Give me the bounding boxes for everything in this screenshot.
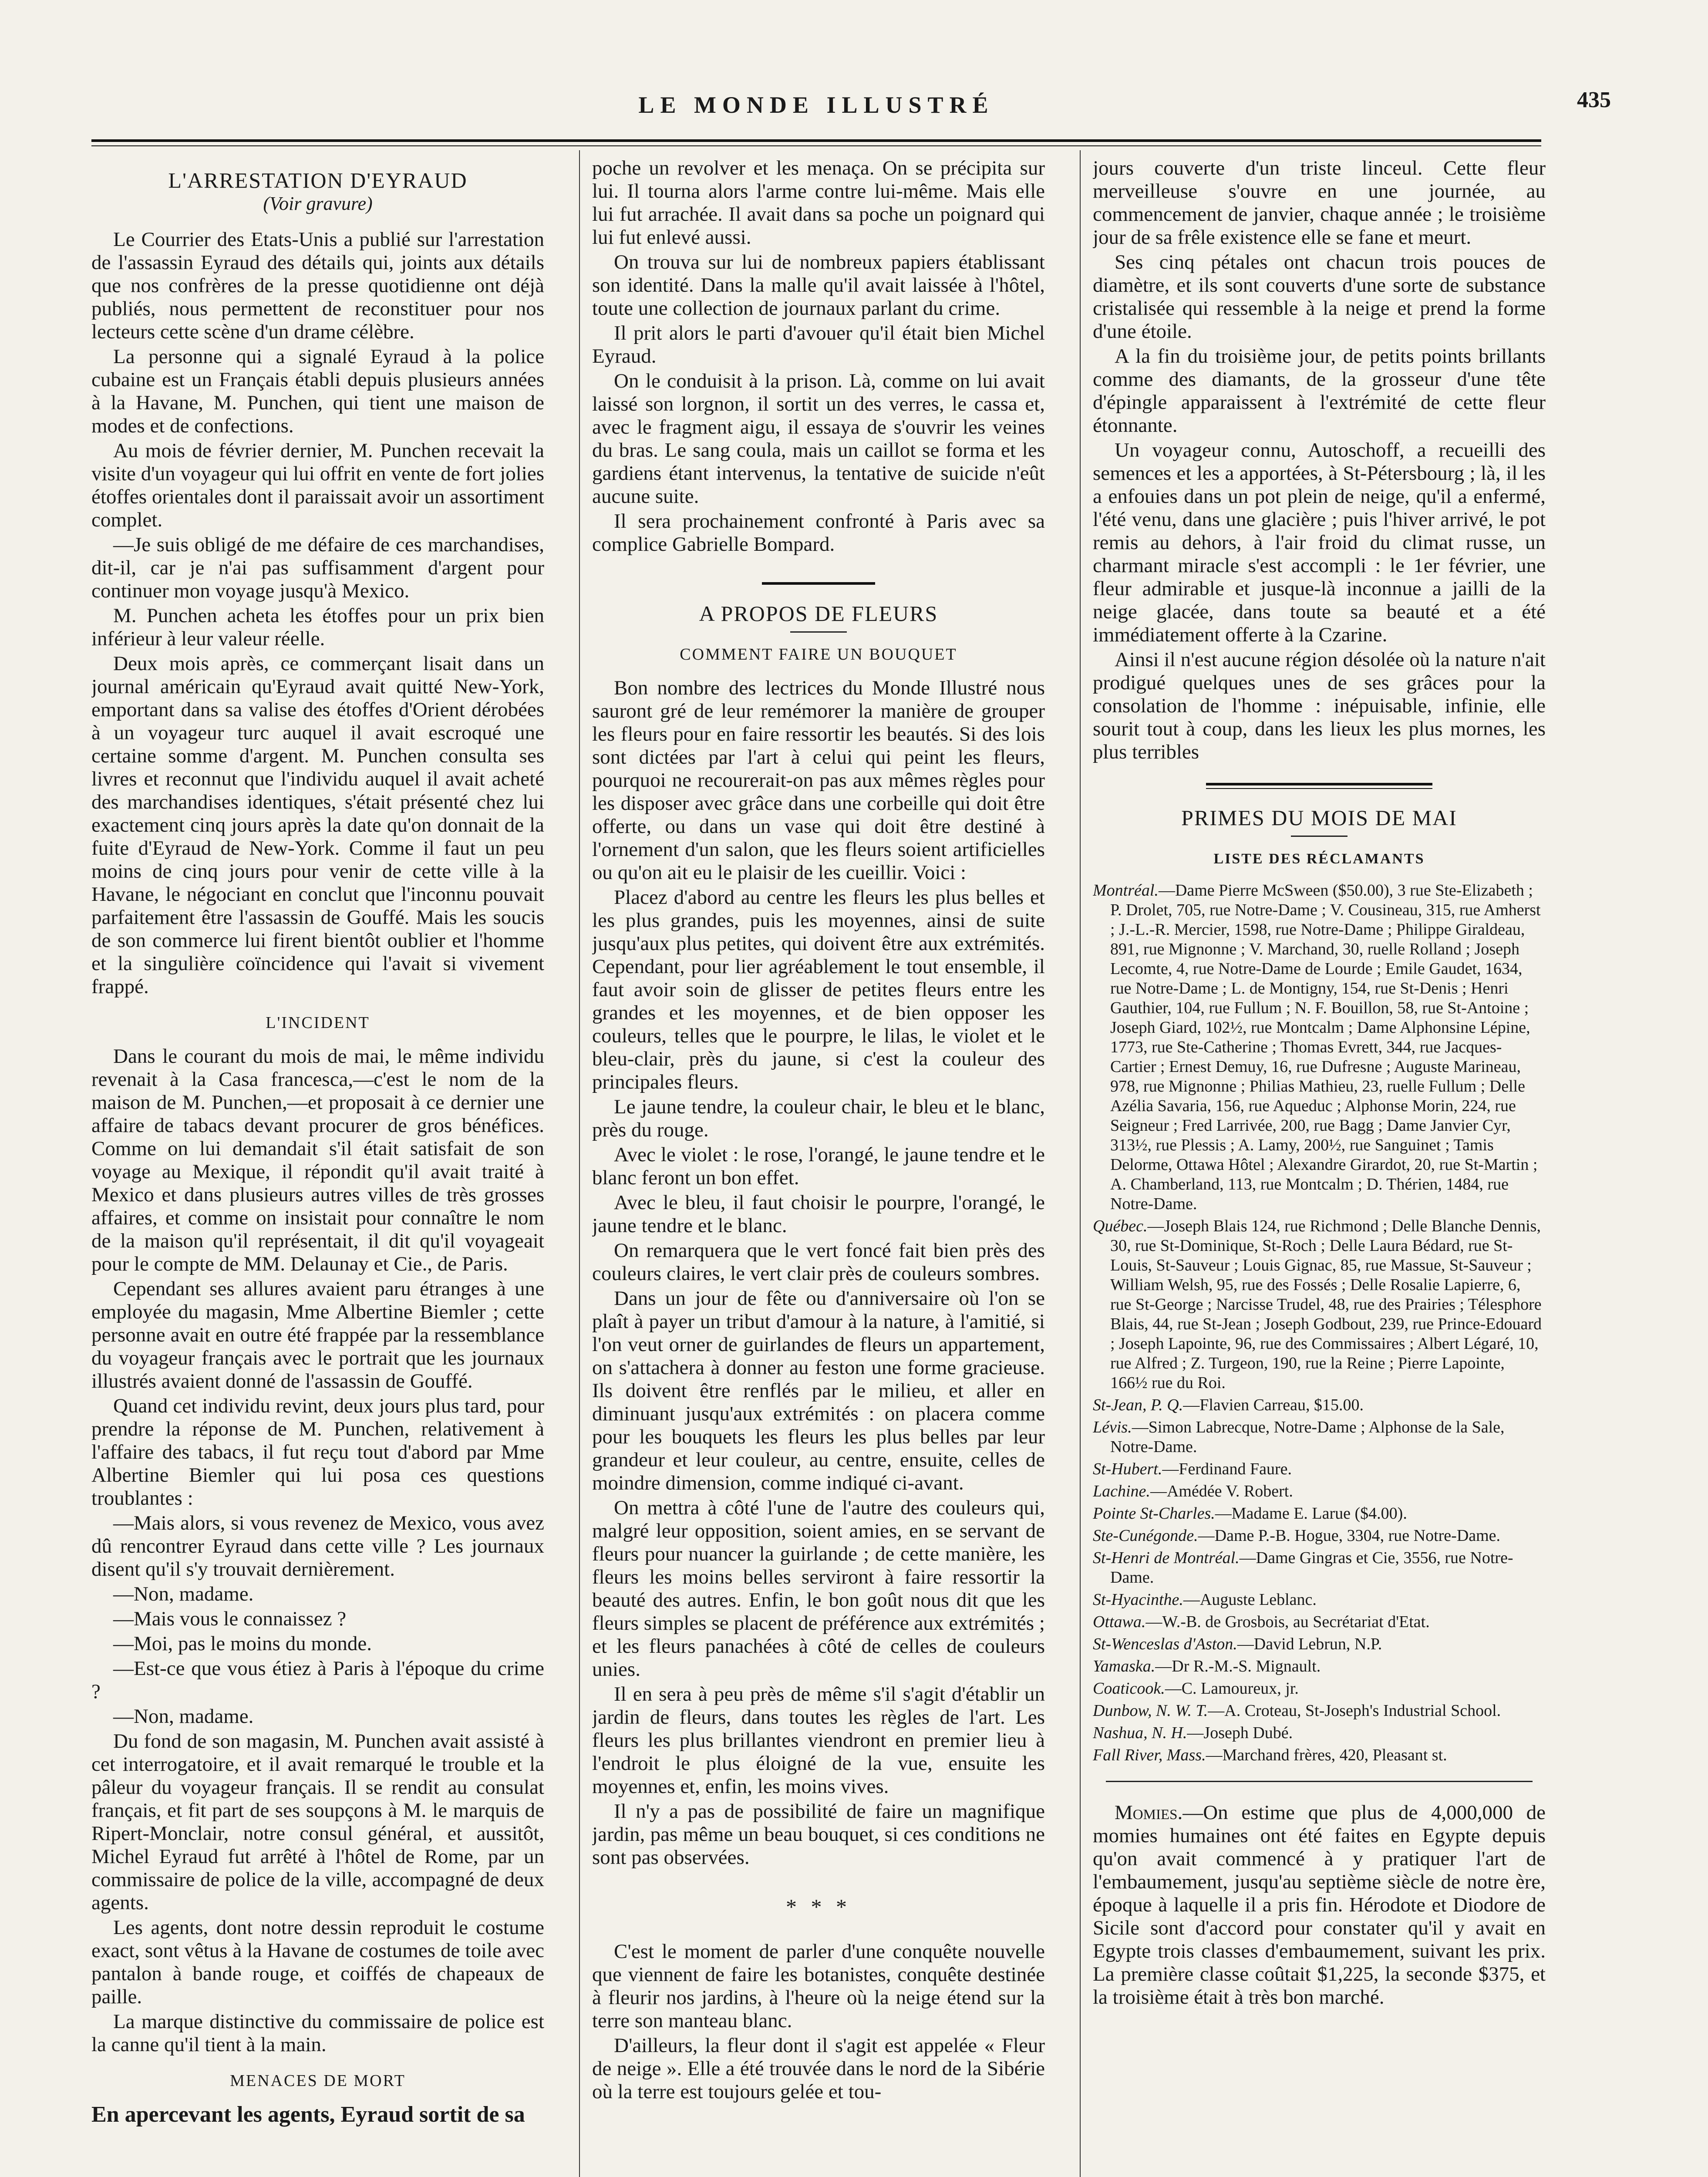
claimant-text: —Joseph Blais 124, rue Richmond ; Delle Blanche Dennis, 30, rue St-Dominique, St-Roch ; Delle Laura Bédard, rue St-Louis, St-Sauveur ; Louis Gignac, 85, rue Massue, St-Sauveur ; William Welsh, 95, rue des Fossés ; Delle Rosalie Lapierre, 6, rue St-George ; Narcisse Trudel, 48, rue des Prairies ; Télesphore Blais, 44, rue St-Jean ; Joseph Godbout, 239, rue Prince-Edouard ; Joseph Lapointe, 96, rue des Commissaires ; Albert Légaré, 10, rue Alfred ; Z. Turgeon, 190, rue la Reine ; Pierre Lapointe, 166½ rue du Roi. xyxy=(1110,1217,1542,1392)
paragraph: —Est-ce que vous étiez à Paris à l'époque du crime ? xyxy=(91,1657,544,1703)
claimant-text: —Dr R.-M.-S. Mignault. xyxy=(1155,1657,1321,1675)
claimant-text: —A. Croteau, St-Joseph's Industrial School. xyxy=(1208,1702,1501,1720)
paragraph: —Mais alors, si vous revenez de Mexico, vous avez dû rencontrer Eyraud dans cette ville ? Les journaux disent qu'il s'y trouvait dernièrement. xyxy=(91,1512,544,1581)
header-rule-thin xyxy=(91,145,1541,146)
paragraph: M. Punchen acheta les étoffes pour un prix bien inférieur à leur valeur réelle. xyxy=(91,604,544,650)
paragraph: Avec le bleu, il faut choisir le pourpre, l'orangé, le jaune tendre et le blanc. xyxy=(592,1191,1045,1237)
paragraph: Un voyageur connu, Autoschoff, a recueilli des semences et les a apportées, à St-Pétersbourg ; là, il les a enfouies dans un pot plein de neige, qu'il a enfermé, l'été venu, dans une glacière ; puis l'hiver arrivé, le pot remis au dehors, à l'air froid du climat russe, un charmant miracle s'est accompli : le 1er février, une fleur admirable et jusque-là inconnue a jailli de la neige glacée, dans toute sa beauté et a été immédiatement offerte à la Czarine. xyxy=(1093,439,1546,646)
place-name: Montréal. xyxy=(1093,881,1159,900)
place-name: Coaticook. xyxy=(1093,1679,1165,1698)
place-name: Yamaska. xyxy=(1093,1657,1156,1675)
paragraph: Avec le violet : le rose, l'orangé, le jaune tendre et le blanc feront un bon effet. xyxy=(592,1143,1045,1189)
list-item xyxy=(1093,1548,1546,1587)
paragraph: La marque distinctive du commissaire de police est la canne qu'il tient à la main. xyxy=(91,2010,544,2056)
place-name: Nashua, N. H. xyxy=(1093,1724,1187,1742)
list-item xyxy=(1093,1526,1546,1546)
claimant-text: —Dame Gingras et Cie, 3556, rue Notre-Dame. xyxy=(1110,1549,1513,1587)
section-heading-menaces: MENACES DE MORT xyxy=(230,2072,406,2090)
place-name: St-Hyacinthe. xyxy=(1093,1591,1183,1609)
claimant-text: —Marchand frères, 420, Pleasant st. xyxy=(1206,1746,1447,1764)
article-subtitle: (Voir gravure) xyxy=(263,193,373,214)
paragraph: Placez d'abord au centre les fleurs les plus belles et les plus grandes, puis les moyennes, ainsi de suite jusqu'aux plus petites, qui doivent être aux extrémités. Cependant, pour lier agréablement le tout ensemble, il faut avoir soin de glisser de petites fleurs entre les grandes et les moyennes, et de bien opposer les couleurs, telles que le pourpre, le lilas, le violet et le bleu-clair, près du jaune, si c'est la couleur des principales fleurs. xyxy=(592,886,1045,1093)
list-item xyxy=(1093,1634,1546,1654)
paragraph: Il prit alors le parti d'avouer qu'il était bien Michel Eyraud. xyxy=(592,322,1045,367)
paragraph: On mettra à côté l'une de l'autre des couleurs qui, malgré leur opposition, soient amies, en se servant de fleurs pour nuancer la guirlande ; de cette manière, les fleurs les moins belles serviront à faire ressortir la beauté des autres. Enfin, le bon goût nous dit que les fleurs simples se placent de préférence aux extrémités ; et les fleurs panachées à côté de celles de couleurs unies. xyxy=(592,1496,1045,1681)
paragraph-momies xyxy=(1093,1801,1546,2009)
section-heading-incident: L'INCIDENT xyxy=(266,1014,370,1032)
page-number: 435 xyxy=(1577,88,1611,112)
paragraph: Bon nombre des lectrices du Monde Illustré nous sauront gré de leur remémorer la manière de grouper les fleurs pour en faire ressortir les beautés. Si des lois sont dictées par l'art à celui qui peint les fleurs, pourquoi ne recourerait-on pas aux mêmes règles pour les disposer avec grâce dans une corbeille qui doit être offerte, ou dans un vase qui doit être destiné à l'ornement d'un salon, que les fleurs soient artificielles ou qu'on ait eu le plaisir de les cueillir. Voici : xyxy=(592,677,1045,884)
claimant-text: —Simon Labrecque, Notre-Dame ; Alphonse de la Sale, Notre-Dame. xyxy=(1110,1418,1505,1456)
list-item xyxy=(1093,1504,1546,1523)
list-item xyxy=(1093,1590,1546,1610)
place-name: St-Jean, P. Q. xyxy=(1093,1396,1183,1414)
paragraph: Cependant ses allures avaient paru étranges à une employée du magasin, Mme Albertine Biemler ; cette personne avait en outre été frappée par la ressemblance du voyageur français avec le portrait que les journaux illustrés avaient donné de l'assassin de Gouffé. xyxy=(91,1277,544,1392)
asterism: * * * xyxy=(786,1894,851,1919)
divider xyxy=(1206,783,1432,785)
claimant-text: —C. Lamoureux, jr. xyxy=(1165,1679,1299,1698)
paragraph: On le conduisit à la prison. Là, comme on lui avait laissé son lorgnon, il sortit un des verres, le cassa et, avec le fragment aigu, il essaya de s'ouvrir les veines du bras. Le sang coula, mais un caillot se forma et les gardiens étant intervenus, la tentative de suicide n'eût aucune suite. xyxy=(592,370,1045,508)
claimant-text: —Joseph Dubé. xyxy=(1187,1724,1293,1742)
paragraph: En apercevant les agents, Eyraud sortit de sa xyxy=(91,2102,525,2127)
paragraph: jours couverte d'un triste linceul. Cette fleur merveilleuse s'ouvre en une journée, au commencement de janvier, chaque année ; le troisième jour de sa frêle existence elle se fane et meurt. xyxy=(1093,157,1546,249)
list-item xyxy=(1093,1723,1546,1743)
place-name: Pointe St-Charles. xyxy=(1093,1504,1215,1523)
divider xyxy=(1106,1781,1533,1782)
claimant-text: —Dame P.-B. Hogue, 3304, rue Notre-Dame. xyxy=(1198,1527,1501,1545)
place-name: St-Henri de Montréal. xyxy=(1093,1549,1240,1567)
column-2 xyxy=(592,157,1045,2177)
column-3 xyxy=(1093,157,1546,2177)
claimant-text: —Amédée V. Robert. xyxy=(1150,1482,1293,1500)
claimant-text: —David Lebrun, N.P. xyxy=(1237,1635,1382,1653)
paragraph: Le jaune tendre, la couleur chair, le bleu et le blanc, près du rouge. xyxy=(592,1095,1045,1141)
paragraph: Le Courrier des Etats-Unis a publié sur l'arrestation de l'assassin Eyraud des détails qui, joints aux détails que nos confrères de la presse quotidienne ont déjà publiés, nous permettent de reconstituer pour nos lecteurs cette scène d'un drame célèbre. xyxy=(91,228,544,343)
paragraph: —Mais vous le connaissez ? xyxy=(113,1607,347,1630)
paragraph: Les agents, dont notre dessin reproduit le costume exact, sont vêtus à la Havane de costumes de toile avec pantalon à bande rouge, et coiffés de chapeaux de paille. xyxy=(91,1916,544,2008)
claimant-text: —Flavien Carreau, $15.00. xyxy=(1183,1396,1364,1414)
place-name: Fall River, Mass. xyxy=(1093,1746,1206,1764)
list-header: LISTE DES RÉCLAMANTS xyxy=(1213,851,1425,867)
place-name: Dunbow, N. W. T. xyxy=(1093,1702,1208,1720)
paragraph: D'ailleurs, la fleur dont il s'agit est appelée « Fleur de neige ». Elle a été trouvée dans le nord de la Sibérie où la terre est toujours gelée et tou- xyxy=(592,2034,1045,2103)
paragraph: On trouva sur lui de nombreux papiers établissant son identité. Dans la malle qu'il avait laissée à l'hôtel, toute une collection de journaux parlant du crime. xyxy=(592,251,1045,320)
paragraph: —Moi, pas le moins du monde. xyxy=(113,1632,372,1655)
divider xyxy=(1206,788,1432,789)
paragraph: Il sera prochainement confronté à Paris avec sa complice Gabrielle Bompard. xyxy=(592,510,1045,556)
list-item xyxy=(1093,1482,1546,1501)
paragraph: Ses cinq pétales ont chacun trois pouces de diamètre, et ils sont couverts d'une sorte de substance cristalisée qui ressemble à la neige et prend la forme d'une étoile. xyxy=(1093,251,1546,343)
divider xyxy=(762,582,875,585)
paragraph: Dans un jour de fête ou d'anniversaire où l'on se plaît à payer un tribut d'amour à la nature, à l'amitié, si l'on veut orner de guirlandes de fleurs un appartement, on s'attachera à donner au feston une forme gracieuse. Ils doivent être renflés par le milieu, et aller en diminuant jusqu'aux extrémités : on placera comme pour les bouquets les fleurs les plus belles par leur grandeur et leur couleur, au centre, ensuite, celles de moindre dimension, comme indiqué ci-avant. xyxy=(592,1287,1045,1494)
paragraph: A la fin du troisième jour, de petits points brillants comme des diamants, de la grosseur d'une tête d'épingle apparaissent à l'extrémité de cette fleur étonnante. xyxy=(1093,345,1546,437)
list-item xyxy=(1093,1395,1546,1415)
paragraph: Au mois de février dernier, M. Punchen recevait la visite d'un voyageur qui lui offrit en vente de fort jolies étoffes orientales dont il paraissait avoir un assortiment complet. xyxy=(91,439,544,531)
place-name: Lévis. xyxy=(1093,1418,1132,1436)
claimant-text: —Madame E. Larue ($4.00). xyxy=(1215,1504,1407,1523)
claimants-list xyxy=(1093,881,1546,1765)
place-name: Québec. xyxy=(1093,1217,1148,1235)
list-item xyxy=(1093,1657,1546,1676)
column-divider xyxy=(1080,150,1081,2177)
paragraph: Ainsi il n'est aucune région désolée où la nature n'ait prodigué quelques unes de ses grâces pour la consolation de l'homme : inépuisable, infinie, elle sourit tout à coup, dans les lieux les plus mornes, les plus terribles xyxy=(1093,648,1546,763)
paragraph: Il en sera à peu près de même s'il s'agit d'établir un jardin de fleurs, dans toutes les règles de l'art. Les fleurs les plus brillantes viendront en premier lieu à l'endroit le plus éloigné de la vue, ensuite les moyennes et, enfin, les moins vives. xyxy=(592,1683,1045,1798)
place-name: St-Hubert. xyxy=(1093,1460,1162,1478)
list-item xyxy=(1093,1459,1546,1479)
paragraph: On remarquera que le vert foncé fait bien près des couleurs claires, le vert clair près de couleurs sombres. xyxy=(592,1239,1045,1285)
header-rule xyxy=(91,139,1541,142)
momies-text: —On estime que plus de 4,000,000 de momies humaines ont été faites en Egypte depuis qu'on avait commencé à y pratiquer l'art de l'embaumement, jusqu'au septième siècle de notre ère, époque à laquelle il a pris fin. Hérodote et Diodore de Sicile sont d'accord pour constater qu'il y avait en Egypte trois classes d'embaumement, suivant les prix. La première classe coûtait $1,225, la seconde $375, et la troisième était à très bon marché. xyxy=(1093,1801,1546,2009)
article-subtitle-bouquet: COMMENT FAIRE UN BOUQUET xyxy=(680,645,957,664)
place-name: Ottawa. xyxy=(1093,1613,1146,1631)
claimant-text: —Dame Pierre McSween ($50.00), 3 rue Ste-Elizabeth ; P. Drolet, 705, rue Notre-Dame ; V. Cousineau, 315, rue Amherst ; J.-L.-R. Mercier, 1598, rue Notre-Dame ; Philippe Giraldeau, 891, rue Mignonne ; V. Marchand, 30, ruelle Rolland ; Joseph Lecomte, 4, rue Notre-Dame de Lourde ; Emile Gaudet, 1634, rue Notre-Dame ; L. de Montigny, 154, rue St-Denis ; Henri Gauthier, 104, rue Fullum ; N. F. Bouillon, 58, rue St-Antoine ; Joseph Giard, 102½, rue Montcalm ; Dame Alphonsine Lépine, 1773, rue Ste-Catherine ; Thomas Evrett, 344, rue Jacques-Cartier ; Ernest Demuy, 16, rue Dufresne ; Auguste Marineau, 978, rue Mignonne ; Philias Mathieu, 23, ruelle Fullum ; Delle Azélia Savaria, 156, rue Aqueduc ; Alphonse Morin, 224, rue Seigneur ; Fred Larrivée, 200, rue Bagg ; Dame Janvier Cyr, 313½, rue Plessis ; A. Lamy, 200½, rue Sanguinet ; Tamis Delorme, Ottawa Hôtel ; Alexandre Girardot, 20, rue St-Martin ; A. Chamberland, 113, rue Montcalm ; D. Thérien, 1484, rue Notre-Dame. xyxy=(1110,881,1541,1213)
paragraph: Dans le courant du mois de mai, le même individu revenait à la Casa francesca,—c'est le nom de la maison de M. Punchen,—et proposait à ce dernier une affaire de tabacs devant procurer de gros bénéfices. Comme on lui demandait s'il était satisfait de son voyage au Mexique, il répondit qu'il avait traité à Mexico et dans plusieurs autres villes de très grosses affaires, et comme on insistait pour connaître le nom de la maison qu'il représentait, il dit qu'il voyageait pour le compte de MM. Delaunay et Cie., de Paris. xyxy=(91,1045,544,1275)
list-item xyxy=(1093,1217,1546,1393)
paragraph: Du fond de son magasin, M. Punchen avait assisté à cet interrogatoire, et il avait remarqué le trouble et la pâleur du voyageur français. Il se rendit au consulat français, et fit part de ses soupçons à M. le marquis de Ripert-Monclair, notre consul général, et aussitôt, Michel Eyraud fut arrêté à l'hôtel de Rome, par un commissaire de police de la ville, accompagné de deux agents. xyxy=(91,1730,544,1914)
place-name: St-Wenceslas d'Aston. xyxy=(1093,1635,1237,1653)
paragraph: —Non, madame. xyxy=(113,1583,254,1605)
primes-title: PRIMES DU MOIS DE MAI xyxy=(1181,805,1457,830)
claimant-text: —W.-B. de Grosbois, au Secrétariat d'Etat. xyxy=(1145,1613,1430,1631)
place-name: Lachine. xyxy=(1093,1482,1150,1500)
article-title-fleurs: A PROPOS DE FLEURS xyxy=(699,601,938,626)
paragraph: —Non, madame. xyxy=(113,1705,254,1728)
paragraph: Deux mois après, ce commerçant lisait dans un journal américain qu'Eyraud avait quitté New-York, emportant dans sa valise des étoffes d'Orient dérobées à un voyageur turc auquel il avait escroqué une certaine somme d'argent. M. Punchen consulta ses livres et reconnut que l'individu auquel il avait acheté des marchandises identiques, s'était présenté chez lui exactement cinq jours après la date qu'on donnait de la fuite d'Eyraud de New-York. Comme il faut un peu moins de cinq jours pour venir de cette ville à la Havane, le négociant en conclut que l'inconnu pouvait parfaitement être l'assassin de Gouffé. Mais les soucis de son commerce lui firent bientôt oublier et l'homme et la singulière coïncidence qui l'avait si vivement frappé. xyxy=(91,652,544,998)
paragraph: —Je suis obligé de me défaire de ces marchandises, dit-il, car je n'ai pas suffisamment d'argent pour continuer mon voyage jusqu'à Mexico. xyxy=(91,533,544,602)
claimant-text: —Auguste Leblanc. xyxy=(1183,1591,1317,1609)
paragraph: C'est le moment de parler d'une conquête nouvelle que viennent de faire les botanistes, conquête destinée à fleurir nos jardins, à l'heure où la neige étend sur la terre son manteau blanc. xyxy=(592,1940,1045,2032)
paragraph: poche un revolver et les menaça. On se précipita sur lui. Il tourna alors l'arme contre lui-même. Mais elle lui fut arrachée. Il avait dans sa poche un poignard qui lui fut enlevé aussi. xyxy=(592,157,1045,249)
column-divider xyxy=(579,150,580,2177)
claimant-text: —Ferdinand Faure. xyxy=(1162,1460,1292,1478)
paragraph: Il n'y a pas de possibilité de faire un magnifique jardin, pas même un beau bouquet, si ces conditions ne sont pas observées. xyxy=(592,1800,1045,1869)
paragraph: La personne qui a signalé Eyraud à la police cubaine est un Français établi depuis plusieurs années à la Havane, M. Punchen, qui tient une maison de modes et de confections. xyxy=(91,345,544,437)
newspaper-title: LE MONDE ILLUSTRÉ xyxy=(638,92,994,118)
list-item xyxy=(1093,1746,1546,1765)
article-title-arrestation: L'ARRESTATION D'EYRAUD xyxy=(168,168,468,192)
divider xyxy=(790,631,847,633)
divider xyxy=(1291,836,1348,837)
momies-lead: Momies. xyxy=(1115,1801,1183,1824)
list-item xyxy=(1093,881,1546,1214)
list-item xyxy=(1093,1418,1546,1457)
list-item xyxy=(1093,1612,1546,1632)
list-item xyxy=(1093,1701,1546,1721)
column-1 xyxy=(91,157,544,2177)
paragraph: Quand cet individu revint, deux jours plus tard, pour prendre la réponse de M. Punchen, relativement à l'affaire des tabacs, il fut reçu tout d'abord par Mme Albertine Biemler qui lui posa ces questions troublantes : xyxy=(91,1395,544,1510)
masthead xyxy=(91,87,1611,139)
list-item xyxy=(1093,1679,1546,1698)
place-name: Ste-Cunégonde. xyxy=(1093,1527,1198,1545)
